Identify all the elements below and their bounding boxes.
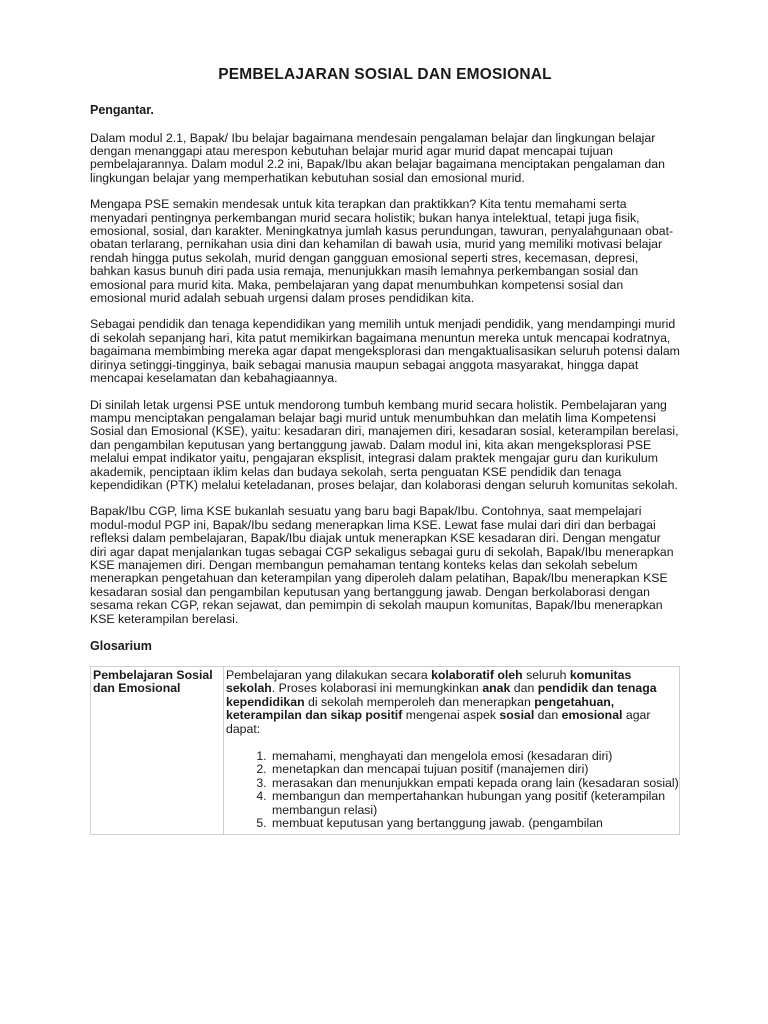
document-title: PEMBELAJARAN SOSIAL DAN EMOSIONAL: [218, 66, 552, 83]
glossary-heading: Glosarium: [90, 639, 152, 653]
definition-keyword: emosional: [561, 708, 623, 723]
glossary-term: Pembelajaran Sosial dan Emosional: [91, 667, 224, 835]
outcome-list: [226, 750, 679, 830]
definition-text-run: dan: [510, 681, 538, 696]
paragraph-3: Sebagai pendidik dan tenaga kependidikan yang memilih untuk menjadi pendidik, yang mendampingi murid di sekolah sepanjang hari, kita patut memikirkan bagaimana menuntun mereka untuk mencapai kodratnya, bagaimana membimbing mereka agar dapat mengeksplorasi dan mengaktualisasikan seluruh potensi dalam dirinya setinggi-tingginya, baik sebagai manusia maupun sebagai anggota masyarakat, hingga dapat mencapai keselamatan dan kebahagiaannya.: [90, 317, 680, 386]
outcome-item: 1. memahami, menghayati dan mengelola emosi (kesadaran diri): [270, 750, 679, 763]
glossary-row: [91, 667, 680, 835]
paragraph-2: Mengapa PSE semakin mendesak untuk kita terapkan dan praktikkan? Kita tentu memahami serta menyadari pentingnya perkembangan murid secara holistik; bukan hanya intelektual, tetapi juga fisik, emosional, sosial, dan karakter. Meningkatnya jumlah kasus perundungan, tawuran, penyalahgunaan obat-obatan terlarang, pernikahan usia dini dan kehamilan di bawah usia, murid yang memiliki motivasi belajar rendah hingga putus sekolah, murid dengan gangguan emosional seperti stres, kecemasan, depresi, bahkan kasus bunuh diri pada usia remaja, menunjukkan masih lemahnya perkembangan sosial dan emosional para murid kita. Maka, pembelajaran yang dapat menumbuhkan kompetensi sosial dan emosional murid adalah sebuah urgensi dalam proses pendidikan kita.: [90, 197, 674, 306]
definition-text-run: di sekolah memperoleh dan menerapkan: [304, 694, 535, 709]
definition-keyword: sosial: [499, 708, 535, 723]
definition-text-run: agar dapat:: [226, 708, 651, 736]
paragraph-1: Dalam modul 2.1, Bapak/ Ibu belajar bagaimana mendesain pengalaman belajar dan lingkungan belajar dengan menanggapi atau merespon kebutuhan belajar murid agar murid dapat mencapai tujuan pembelajarannya. Dalam modul 2.2 ini, Bapak/Ibu akan belajar bagaimana menciptakan pengalaman dan lingkungan belajar yang memperhatikan kebutuhan sosial dan emosional murid.: [90, 130, 665, 185]
definition-keyword: komunitas sekolah: [226, 668, 632, 696]
glossary-table: [90, 666, 680, 835]
document-page: [90, 66, 680, 835]
intro-heading: Pengantar.: [90, 102, 154, 117]
paragraph-5: Bapak/Ibu CGP, lima KSE bukanlah sesuatu yang baru bagi Bapak/Ibu. Contohnya, saat mempelajari modul-modul PGP ini, Bapak/Ibu sedang menerapkan lima KSE. Lewat fase mulai dari diri dan berbagai refleksi dalam pembelajaran, Bapak/Ibu diajak untuk menerapkan KSE kesadaran diri. Dengan mengatur diri agar dapat menjalankan tugas sebagai CGP sekaligus sebagai guru di sekolah, Bapak/Ibu menerapkan KSE manajemen diri. Dengan membangun pemahaman tentang konteks kelas dan sekolah sebelum menerapkan pengetahuan dan keterampilan yang diperoleh dalam pelatihan, Bapak/Ibu menerapkan KSE kesadaran sosial dan pengambilan keputusan yang bertanggung jawab. Dengan berkolaborasi dengan sesama rekan CGP, rekan sejawat, dan pemimpin di sekolah maupun komunitas, Bapak/Ibu menerapkan KSE keterampilan berelasi.: [90, 504, 674, 626]
definition-keyword: oleh: [497, 668, 523, 682]
definition-text-run: dan: [534, 708, 562, 723]
glossary-definition-text: [226, 669, 679, 736]
definition-keyword: anak: [482, 681, 511, 696]
definition-keyword: kolaboratif: [431, 668, 494, 682]
glossary-definition: [224, 667, 680, 835]
definition-keyword: pendidik dan tenaga kependidikan: [226, 681, 657, 709]
outcome-item: 2. menetapkan dan mencapai tujuan positif (manajemen diri): [270, 763, 679, 776]
definition-text-run: mengenai aspek: [402, 708, 500, 723]
outcome-item: 3. merasakan dan menunjukkan empati kepada orang lain (kesadaran sosial): [270, 777, 679, 790]
outcome-item: 5. membuat keputusan yang bertanggung jawab. (pengambilan: [270, 817, 679, 830]
definition-text-run: seluruh: [522, 668, 570, 682]
definition-text-run: Pembelajaran yang dilakukan secara: [226, 668, 432, 682]
definition-keyword: pengetahuan, keterampilan dan sikap positif: [226, 694, 615, 723]
outcome-item: 4. membangun dan mempertahankan hubungan yang positif (keterampilan membangun relasi): [270, 790, 679, 817]
definition-text-run: . Proses kolaborasi ini memungkinkan: [271, 681, 483, 696]
paragraph-4: Di sinilah letak urgensi PSE untuk mendorong tumbuh kembang murid secara holistik. Pembelajaran yang mampu menciptakan pengalaman belajar bagi murid untuk menumbuhkan dan melatih lima Kompetensi Sosial dan Emosional (KSE), yaitu: kesadaran diri, manajemen diri, kesadaran sosial, keterampilan berelasi, dan pengambilan keputusan yang bertanggung jawab. Dalam modul ini, kita akan mengeksplorasi PSE melalui empat indikator yaitu, pengajaran eksplisit, integrasi dalam praktek mengajar guru dan kurikulum akademik, penciptaan iklim kelas dan budaya sekolah, serta penguatan KSE pendidik dan tenaga kependidikan (PTK) melalui keteladanan, proses belajar, dan kolaborasi dengan seluruh komunitas sekolah.: [90, 397, 679, 492]
